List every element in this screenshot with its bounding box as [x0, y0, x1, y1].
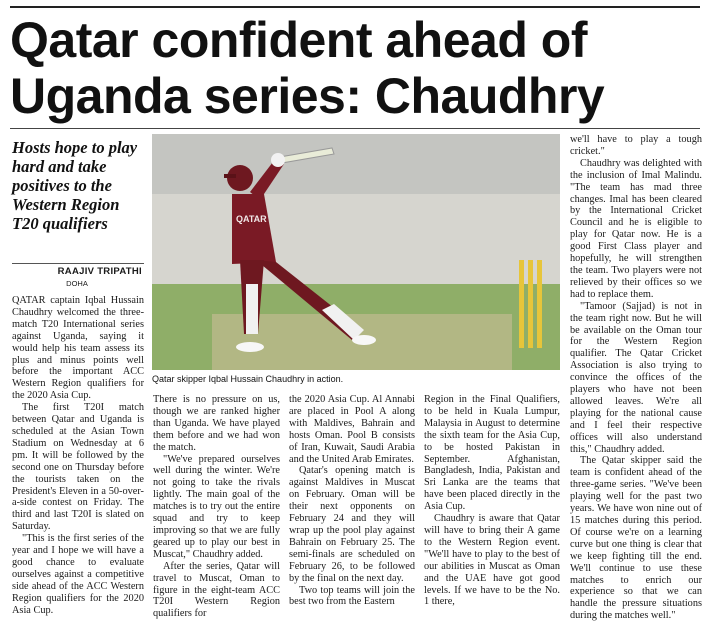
dateline: DOHA [66, 279, 88, 288]
paragraph: the 2020 Asia Cup. Al Annabi are placed in Pool A along with Maldives, Bahrain and hosts Oman. Pool B consists of Iran, Kuwait, Saudi Arabia and the United Arab Emirates. [289, 394, 415, 465]
paragraph: Chaudhry was delighted with the inclusion of Imal Malindu. "The team has mad three changes. Imal has been cleared by the International Cricket Council and he is eligible to play for Qatar now. He is a good First Class player and hopefully, he will strengthen the team. Two players were not relieved by their offices so we had to replace them. [570, 157, 702, 300]
headline-line-2: Uganda series: Chaudhry [10, 68, 605, 124]
paragraph: Two top teams will join the best two from the Eastern [289, 584, 415, 608]
shoe [352, 335, 376, 345]
paragraph: QATAR captain Iqbal Hussain Chaudhry welcomed the three-match T20 International series against Uganda, saying it would help his team assess its plus and minus points well before the important ACC Western Region qualifiers for the 2020 Asia Cup. [12, 295, 144, 402]
top-rule [10, 6, 700, 8]
match-photo [152, 134, 560, 370]
batsman-illustration [152, 134, 560, 370]
paragraph: "We've prepared ourselves well during the winter. We're not going to take the rivals lightly. The main goal of the matches is to try out the entire squad and try to keep improving so that we are fully geared up to play our best in Muscat," Chaudhry added. [153, 453, 280, 560]
paragraph: After the series, Qatar will travel to Muscat, Oman to figure in the eight-team ACC T20I Western Region qualifiers for [153, 560, 280, 620]
headline [10, 12, 700, 124]
paragraph: Chaudhry is aware that Qatar will have to bring their A game to the Western Region event. "We'll have to play to the best of our abilities in Muscat as Oman and the UAE have got good levels. If we have to be the No. 1 there, [424, 513, 560, 608]
headline-rule [10, 128, 700, 129]
article-column-1 [12, 295, 144, 616]
byline-rule [12, 263, 144, 264]
article-column-3 [289, 394, 415, 608]
paragraph: we'll have to play a tough cricket." [570, 134, 702, 157]
gloves [271, 153, 285, 167]
stands [152, 134, 560, 194]
jersey-text: QATAR [236, 214, 267, 224]
paragraph: The Qatar skipper said the team is confident ahead of the three-game series. "We've been playing well for the past two years. We have won nine out of 15 matches during this period. Of course we're on a learning curve but one thing is clear that we keep fighting till the end. We'll continue to use these matches to enrich our experience so that we can handle the pressure situations during the matches well." [570, 455, 702, 622]
paragraph: "This is the first series of the year and I hope we will have a good chance to evaluate ourselves against a competitive side ahead of the ACC Western Region qualifiers for the 2020 Asia Cup. [12, 533, 144, 616]
paragraph: The first T20I match between Qatar and Uganda is scheduled at the Asian Town Stadium on Wednesday at 6 pm. It will be followed by the second one on Thursday before the tourists taken on the President's Eleven in a 50-over-a-side contest on Friday. The third and last T20I is slated on Saturday. [12, 402, 144, 533]
paragraph: Qatar's opening match is against Maldives in Muscat on February. Oman will be their next opponents on February 24 and they will wrap up the pool play against Bahrain on February 25. The semi-finals are scheduled on February 26, to be followed by the final on the next day. [289, 465, 415, 584]
photo-caption: Qatar skipper Iqbal Hussain Chaudhry in action. [152, 374, 344, 384]
paragraph: "Tamoor (Sajjad) is not in the team right now. But he will be available on the Oman tour for the Western Region qualifier. The Qatar Cricket Association is also trying to convince the offices of the players who have not been allowed leaves. We're all playing for the national cause and I feel their respective offices will also understand this," Chaudhry added. [570, 300, 702, 455]
article-column-2 [153, 394, 280, 620]
headline-line-1: Qatar confident ahead of [10, 12, 587, 68]
deck-subheadline: Hosts hope to play hard and take positives to the Western Region T20 qualifiers [12, 138, 138, 233]
paragraph: Region in the Final Qualifiers, to be held in Kuala Lumpur, Malaysia in August to determine the sixth team for the Asia Cup, to be hosted Pakistan in September. Afghanistan, Bangladesh, India, Pakistan and Sri Lanka are the teams that have been placed directly in the Asia Cup. [424, 394, 560, 513]
stumps [519, 260, 542, 348]
article-column-5 [570, 134, 702, 622]
byline: RAAJIV TRIPATHI [57, 266, 142, 277]
shoe [236, 342, 264, 352]
article-column-4 [424, 394, 560, 608]
paragraph: There is no pressure on us, though we are ranked higher than Uganda. We have played them before and we had won the match. [153, 394, 280, 453]
boundary-wall [152, 194, 560, 294]
left-pad [246, 284, 258, 334]
